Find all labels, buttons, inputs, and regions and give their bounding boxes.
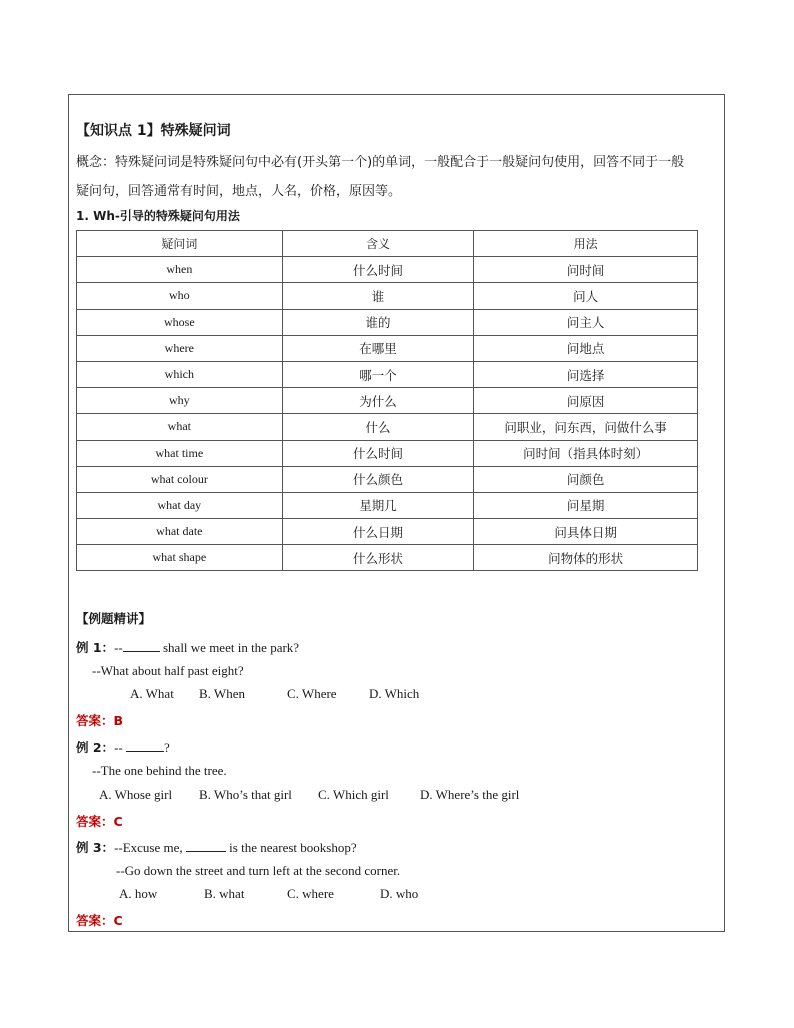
answer-blank (186, 840, 226, 852)
table-row (77, 283, 698, 309)
cell-meaning: 什么形状 (282, 545, 474, 571)
question-word-table (76, 230, 698, 571)
cell-meaning: 谁的 (282, 309, 474, 335)
table-row (77, 519, 698, 545)
cell-meaning: 什么 (282, 414, 474, 440)
cell-question-word: who (77, 283, 283, 309)
example-3-label: 例 3： (76, 840, 115, 855)
example-2-label: 例 2： (76, 740, 115, 755)
table-row (77, 545, 698, 571)
answer-label: 答案： (76, 913, 114, 928)
header-meaning: 含义 (282, 231, 474, 257)
cell-question-word: what shape (77, 545, 283, 571)
answer-value: C (113, 913, 123, 928)
answer-blank (126, 740, 164, 752)
example-3-answer (76, 910, 123, 929)
cell-meaning: 为什么 (282, 388, 474, 414)
answer-label: 答案： (76, 814, 114, 829)
cell-usage: 问具体日期 (474, 519, 698, 545)
example-1-suffix: shall we meet in the park? (159, 640, 300, 655)
example-1-reply: --What about half past eight? (92, 663, 244, 678)
cell-question-word: where (77, 335, 283, 361)
example-1-label: 例 1： (76, 640, 115, 655)
option-b: B. what (204, 886, 245, 901)
cell-usage: 问时间（指具体时刻） (474, 440, 698, 466)
cell-meaning: 谁 (282, 283, 474, 309)
cell-meaning: 星期几 (282, 492, 474, 518)
cell-usage: 问原因 (474, 388, 698, 414)
option-d: D. Where’s the girl (420, 787, 520, 802)
option-d: D. who (380, 886, 419, 901)
cell-question-word: why (77, 388, 283, 414)
cell-usage: 问职业，问东西，问做什么事 (474, 414, 698, 440)
examples-heading: 【例题精讲】 (76, 611, 152, 626)
answer-blank (123, 640, 160, 652)
table-row (77, 257, 698, 283)
option-a: A. how (119, 886, 158, 901)
cell-usage: 问地点 (474, 335, 698, 361)
table-header-row (77, 231, 698, 257)
cell-question-word: whose (77, 309, 283, 335)
cell-question-word: what time (77, 440, 283, 466)
option-b: B. When (199, 686, 245, 701)
option-c: C. Which girl (318, 787, 389, 802)
cell-meaning: 在哪里 (282, 335, 474, 361)
option-a: A. Whose girl (99, 787, 173, 802)
example-2-suffix: ? (163, 740, 170, 755)
cell-meaning: 什么时间 (282, 257, 474, 283)
cell-meaning: 哪一个 (282, 361, 474, 387)
cell-usage: 问选择 (474, 361, 698, 387)
cell-usage: 问主人 (474, 309, 698, 335)
table-row (77, 492, 698, 518)
header-question-word: 疑问词 (77, 231, 283, 257)
example-1-question (76, 637, 299, 656)
concept-line-1: 概念：特殊疑问词是特殊疑问句中必有(开头第一个)的单词，一般配合于一般疑问句使用，回答不同于一般 (76, 155, 685, 170)
option-b: B. Who’s that girl (199, 787, 292, 802)
cell-question-word: which (77, 361, 283, 387)
cell-usage: 问时间 (474, 257, 698, 283)
example-3-suffix: is the nearest bookshop? (225, 840, 357, 855)
cell-usage: 问颜色 (474, 466, 698, 492)
concept-line-2: 疑问句，回答通常有时间，地点，人名，价格，原因等。 (76, 184, 402, 199)
table-row (77, 309, 698, 335)
table-row (77, 335, 698, 361)
answer-value: B (113, 713, 124, 728)
table-row (77, 466, 698, 492)
example-2-reply: --The one behind the tree. (92, 763, 227, 778)
cell-usage: 问星期 (474, 492, 698, 518)
option-a: A. What (130, 686, 174, 701)
cell-question-word: what day (77, 492, 283, 518)
example-3-reply: --Go down the street and turn left at the second corner. (116, 863, 401, 878)
table-row (77, 440, 698, 466)
section-title: 【知识点 1】特殊疑问词 (76, 123, 231, 139)
example-1-answer (76, 710, 123, 729)
answer-value: C (113, 814, 123, 829)
cell-meaning: 什么时间 (282, 440, 474, 466)
option-c: C. where (287, 886, 334, 901)
cell-question-word: what date (77, 519, 283, 545)
example-2-question (76, 737, 170, 756)
table-row (77, 361, 698, 387)
option-d: D. Which (369, 686, 420, 701)
example-2-answer (76, 811, 123, 830)
cell-meaning: 什么颜色 (282, 466, 474, 492)
header-usage: 用法 (474, 231, 698, 257)
example-1-prefix: -- (114, 640, 123, 655)
cell-usage: 问物体的形状 (474, 545, 698, 571)
example-3-question (76, 837, 357, 856)
subheading: 1. Wh-引导的特殊疑问句用法 (76, 209, 240, 223)
option-c: C. Where (287, 686, 337, 701)
answer-label: 答案： (76, 713, 114, 728)
cell-question-word: when (77, 257, 283, 283)
cell-question-word: what (77, 414, 283, 440)
table-row (77, 388, 698, 414)
example-2-prefix: -- (114, 740, 126, 755)
cell-question-word: what colour (77, 466, 283, 492)
example-3-prefix: --Excuse me, (114, 840, 186, 855)
cell-usage: 问人 (474, 283, 698, 309)
cell-meaning: 什么日期 (282, 519, 474, 545)
table-row (77, 414, 698, 440)
